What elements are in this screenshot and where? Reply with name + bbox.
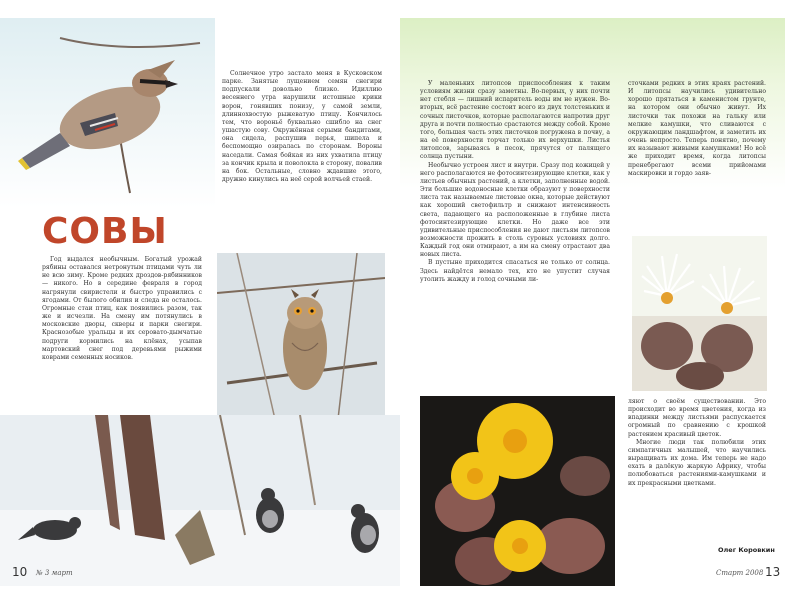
crows-in-snow-photo (0, 415, 400, 586)
issue-footer: № 3 март (36, 569, 73, 577)
paragraph: сточками редких в этих краях растений. И литопсы научились удивительно хорошо прятаться в каменистом грунте, на котором они обычно живут. Их листочки так похожи на гальку или мелкие камушки, что сливаются с окружающим ландшафтом, и заметить их очень непросто. Теперь понятно, почему их называют живыми камушками! Но всё же приходит время, когда литопсы пренебрегают всеми прийомами маскировки и гордо заяв- (628, 80, 766, 177)
paragraph: Год выдался необычным. Богатый урожай рябины оставался нетронутым птицами чуть ли не всю зиму. Кроме редких дроздов-рябинников — никого. Но в середине февраля в город нагрянули свиристели и быстро управились с ягодами. От былого обилия и следа не осталось. Огромные стаи птиц, как появились разом, так же и исчезли. На смену им потянулись в московские дворы, скверы и парки снегири. Краснозобые уральцы и их серовато-дымчатые подруги кормились на клёнах, усыпав мартовский снег под деревьями рыжими коврами семенных носиков. (42, 256, 202, 361)
lithops-yellow-flowers-photo (420, 396, 615, 586)
right-page (400, 18, 785, 586)
right-page-column-left (420, 80, 610, 284)
author-name: Олег Коровкин (718, 546, 775, 554)
paragraph: ляют о своём существовании. Это происходит во время цветения, когда из впадинки между листьями распускается огромный по сравнению с крошкой растением красивый цветок. (628, 398, 766, 438)
paragraph: Многие люди так полюбили этих симпатичных малышей, что научились выращивать их дома. Им теперь не надо ехать в далёкую жаркую Африку, чтобы полюбоваться растениями-камушками и их прекрасными цветками. (628, 438, 766, 487)
lithops-white-flowers-photo (632, 236, 767, 391)
magazine-footer: Старт 2008 (716, 569, 764, 577)
paragraph: У маленьких литопсов приспособления к таким условиям жизни сразу заметны. Во-первых, у них почти нет стебля — лишний испаритель воды им не нужен. Во-вторых, всё растение состоит всего из двух толстеньких и сочных листочков, которые располагаются напротив друг друга и почти полностью срастаются между собой. Кроме того, большая часть этих листочков погружена в почву, а на её поверхности торчат только их верхушки. Листья литопсов, зарываясь в песок, прячутся от палящего солнца пустыни. (420, 80, 610, 161)
article-title: СОВЫ (42, 211, 168, 252)
page-number-right: 13 (765, 565, 781, 579)
owl-photo (217, 253, 385, 428)
right-page-column-right-bottom (628, 398, 766, 488)
page-number-left: 10 (12, 565, 28, 579)
right-page-column-right-top (628, 80, 766, 178)
left-page-column-right (222, 70, 382, 184)
left-page-column-left (42, 256, 202, 362)
left-page (0, 18, 400, 586)
yellow-flower (451, 452, 499, 500)
paragraph: Необычно устроен лист и внутри. Сразу под кожицей у него располагаются не фотосинтезирующие клетки, как у листьев обычных растений, а клетки, заполненные водой. Эти большие водоносные клетки образуют у поверхности листа так называемые листовые окна, которые действуют как хороший светофильтр и снижают интенсивность света, падающего на расположенные в глубине листа фотосинтезирующие клетки. Но даже все эти удивительные приспособления не дают листьям литопсов возможности прожить в столь суровых условиях долго. Каждый год они отмирают, а им на смену отрастают два новых листа. (420, 161, 610, 259)
waxwing-bird-image (0, 18, 215, 208)
yellow-flower (494, 520, 546, 572)
paragraph: Солнечное утро застало меня в Кусковском парке. Занятые лущением семян снегири подпускали довольно близко. Идиллию весеннего утра нарушили истошные крики ворон, гонявших понизу, у самой земли, длиннохвостую рыжеватую птицу. Кончилось тем, что вороньё буквально сшибло на снег ушастую сову. Окружённая серыми бандитами, она сидела, распушив перья, шипела и беспомощно озиралась по сторонам. Вороны наседали. Самая бойкая из них ухватила птицу за кончик крыла и поволокла в сторону, повалив на бок. Остальные, словно ждавшие этого, дружно кинулись на неё серой волчьей стаей. (222, 70, 382, 184)
paragraph: В пустыне приходится спасаться не только от солнца. Здесь найдётся немало тех, кто не упустит случая утолить жажду и голод сочными ли- (420, 259, 610, 283)
